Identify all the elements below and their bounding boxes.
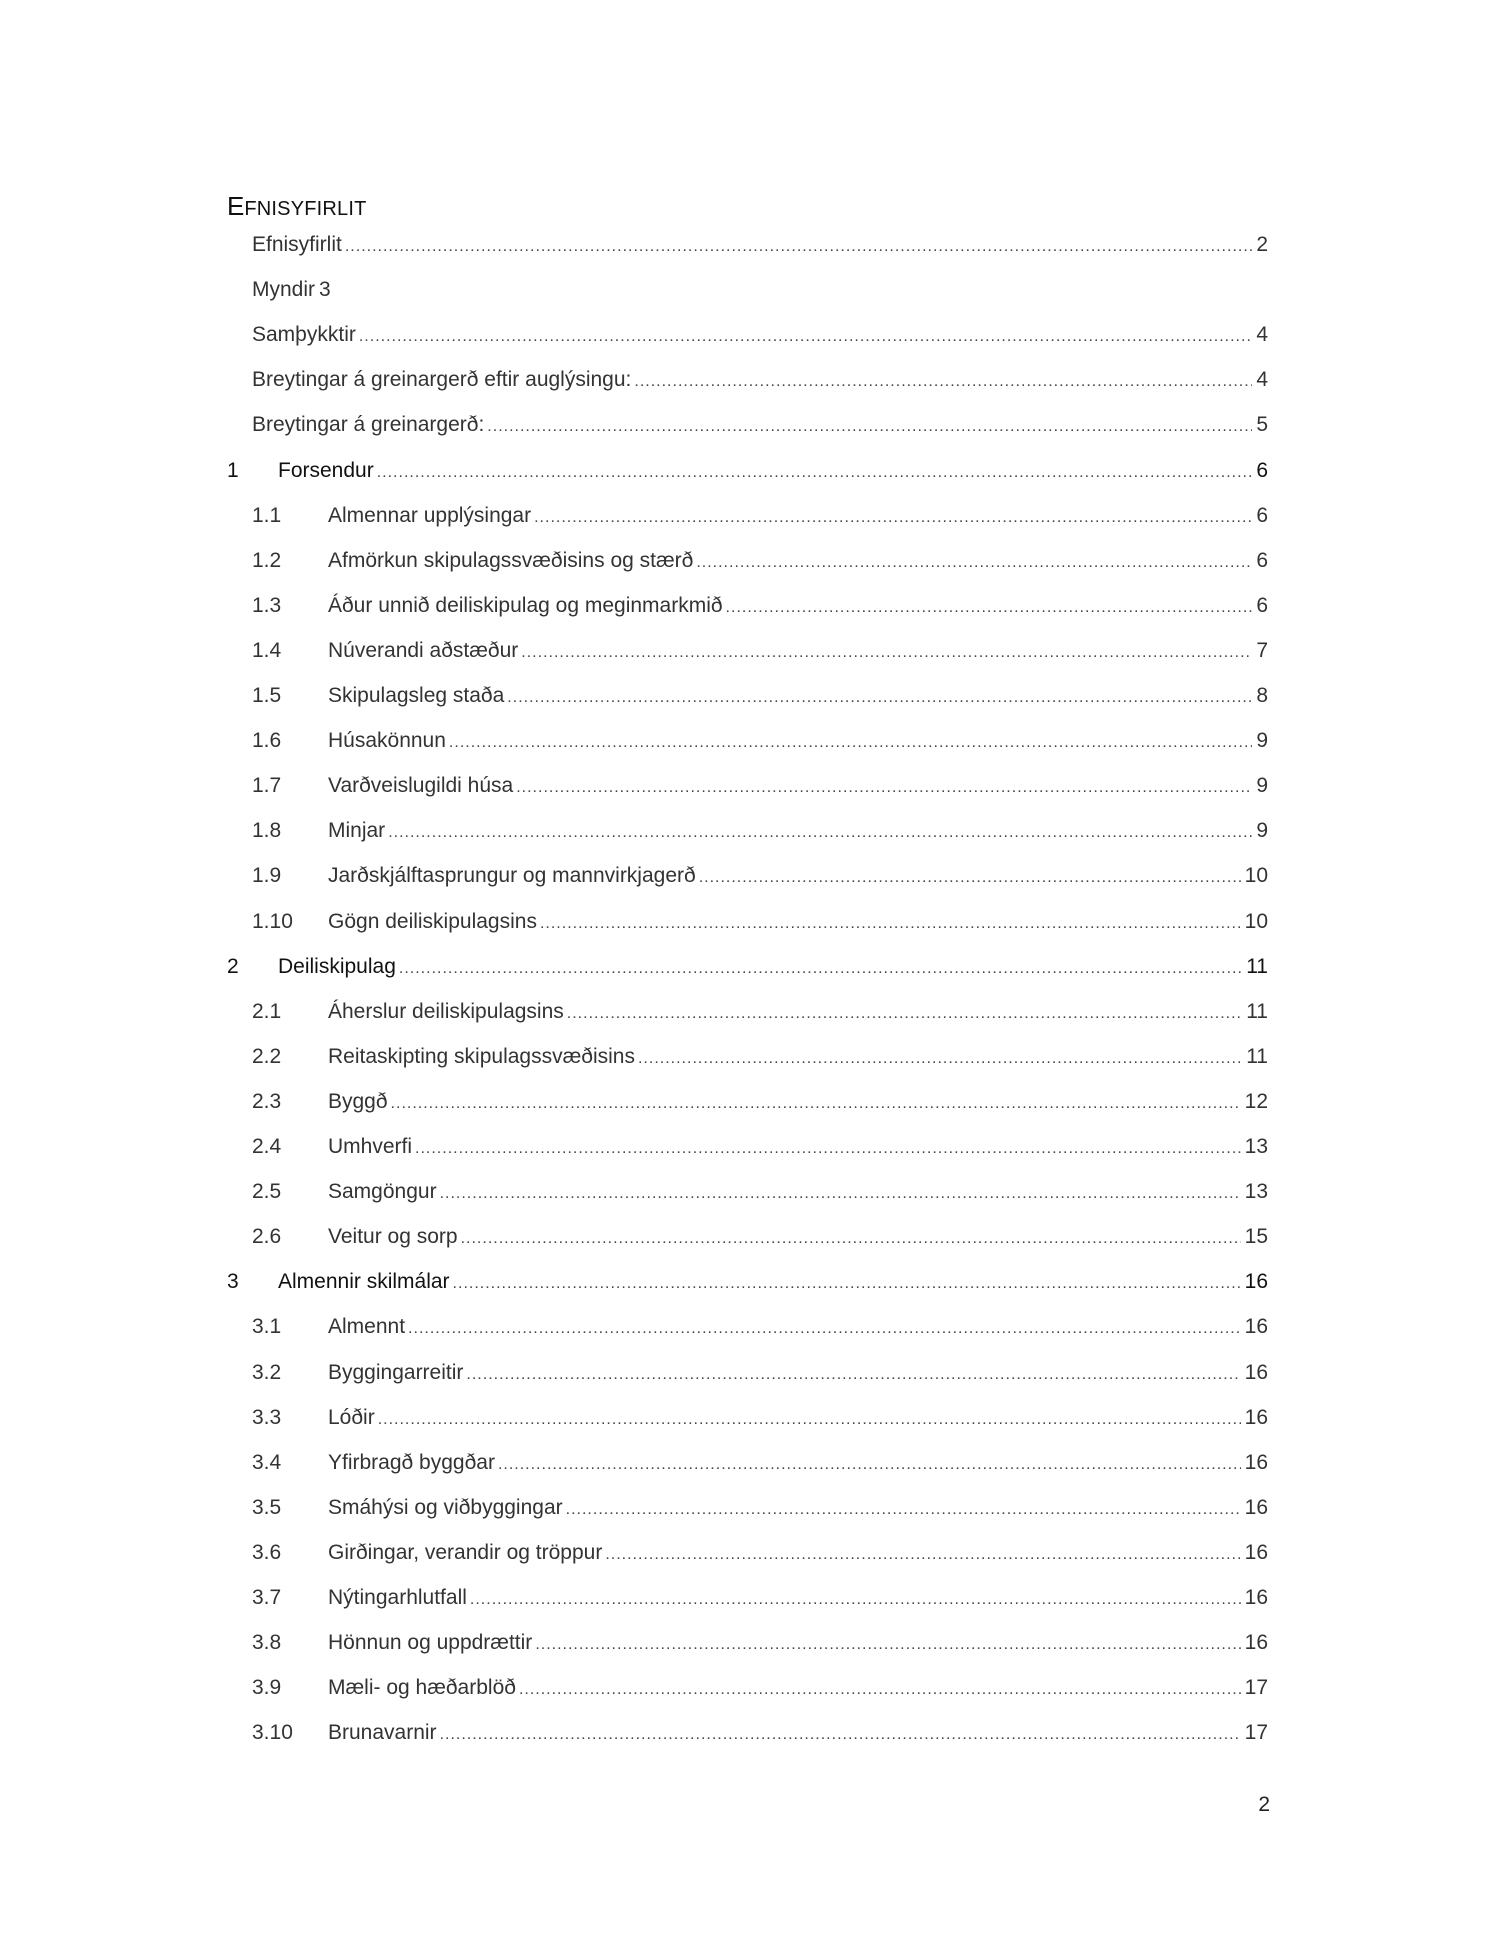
toc-entry-label: Umhverfi [328, 1135, 413, 1158]
toc-leader-dots [634, 367, 1252, 397]
toc-entry[interactable] [252, 1042, 1268, 1072]
toc-entry-page: 12 [1244, 1089, 1268, 1113]
toc-entry-number: 2.5 [252, 1180, 282, 1204]
toc-leader-dots [388, 818, 1252, 848]
toc-entry-label: Núverandi aðstæður [328, 638, 519, 662]
toc-entry[interactable] [252, 1448, 1268, 1478]
toc-entry[interactable] [252, 771, 1268, 801]
toc-leader-dots [440, 1179, 1241, 1209]
toc-entry[interactable] [252, 365, 1268, 395]
toc-entry-label: Gögn deiliskipulagsins [328, 909, 537, 933]
toc-entry[interactable] [252, 230, 1268, 260]
toc-entry-page: 16 [1244, 1450, 1268, 1474]
toc-entry-page: 10 [1244, 909, 1268, 933]
toc-entry[interactable] [227, 456, 1268, 486]
toc-entry-number: 1 [227, 458, 239, 482]
toc-entry-page: 8 [1256, 684, 1268, 707]
toc-entry-number: 3.2 [252, 1360, 282, 1384]
toc-entry[interactable] [252, 501, 1268, 531]
toc-entry-label: Samþykktir [252, 323, 356, 347]
toc-leader-dots [399, 954, 1242, 984]
toc-heading-initial: E [227, 191, 245, 221]
toc-entry-label: Efnisyfirlit [252, 233, 342, 256]
toc-entry-page: 16 [1244, 1360, 1268, 1384]
toc-entry-page: 6 [1256, 503, 1268, 527]
toc-entry[interactable] [252, 1673, 1268, 1703]
toc-entry-page: 11 [1246, 954, 1268, 978]
toc-entry[interactable] [252, 1493, 1268, 1523]
toc-entry-number: 2.2 [252, 1044, 282, 1068]
toc-entry-page: 5 [1256, 413, 1268, 437]
toc-entry-number: 3.6 [252, 1540, 282, 1564]
toc-entry-label: Byggð [328, 1089, 388, 1113]
toc-entry[interactable] [252, 636, 1268, 666]
toc-entry-page: 4 [1256, 368, 1268, 392]
toc-entry-number: 3.3 [252, 1405, 282, 1429]
toc-entry-page: 16 [1244, 1270, 1268, 1294]
toc-entry-label: Skipulagsleg staða [328, 684, 505, 707]
toc-entry[interactable] [252, 997, 1268, 1027]
toc-entry-page: 13 [1244, 1180, 1268, 1204]
toc-entry-number: 3.7 [252, 1586, 282, 1609]
toc-entry[interactable] [252, 1087, 1268, 1117]
toc-entry-number: 2.1 [252, 999, 282, 1023]
toc-entry-label: Húsakönnun [328, 729, 446, 753]
toc-entry[interactable] [252, 681, 1268, 711]
toc-entry-number: 3.1 [252, 1315, 282, 1339]
toc-leader-dots [696, 548, 1252, 578]
toc-entry-number: 1.6 [252, 729, 282, 753]
toc-entry-label: Varðveislugildi húsa [328, 774, 514, 798]
toc-entry[interactable] [252, 1358, 1268, 1388]
toc-entry-number: 1.5 [252, 684, 282, 707]
toc-leader-dots [726, 593, 1253, 623]
toc-leader-dots [567, 999, 1242, 1029]
toc-entry-page: 16 [1244, 1405, 1268, 1429]
toc-leader-dots [498, 1450, 1241, 1480]
toc-leader-dots [408, 1314, 1241, 1344]
toc-entry-page: 4 [1256, 323, 1268, 347]
toc-entry-label: Lóðir [328, 1405, 375, 1429]
toc-entry[interactable] [252, 1538, 1268, 1568]
toc-entry-page: 16 [1244, 1315, 1268, 1339]
toc-entry[interactable] [227, 952, 1268, 982]
toc-entry[interactable] [252, 320, 1268, 350]
toc-leader-dots [377, 458, 1253, 488]
toc-entry-number: 1.2 [252, 548, 282, 572]
toc-entry-number: 1.1 [252, 503, 282, 527]
toc-entry-page: 6 [1256, 548, 1268, 572]
toc-entry[interactable] [252, 861, 1268, 891]
page-number: 2 [1258, 1793, 1270, 1816]
toc-entry-label: Áður unnið deiliskipulag og meginmarkmið [328, 593, 723, 617]
toc-entry-label: Myndir [252, 278, 316, 302]
toc-entry-label: Yfirbragð byggðar [328, 1450, 495, 1474]
toc-entry-page: 7 [1256, 638, 1268, 662]
toc-entry[interactable] [252, 1628, 1268, 1658]
toc-entry-page: 9 [1256, 729, 1268, 753]
toc-entry-label: Áherslur deiliskipulagsins [328, 999, 564, 1023]
toc-entry-label: Brunavarnir [328, 1721, 437, 1745]
toc-entry[interactable] [252, 1583, 1268, 1613]
toc-entry-number: 3 [227, 1270, 239, 1294]
toc-leader-dots [449, 728, 1252, 758]
toc-entry-number: 2.3 [252, 1089, 282, 1113]
toc-entry-label: Jarðskjálftasprungur og mannvirkjagerð [328, 864, 696, 888]
toc-entry[interactable] [252, 591, 1268, 621]
toc-entry-page: 11 [1246, 999, 1268, 1023]
toc-entry[interactable] [227, 1267, 1268, 1297]
toc-entry[interactable] [252, 1718, 1268, 1748]
toc-entry-number: 2.6 [252, 1225, 282, 1249]
toc-entry[interactable] [252, 1403, 1268, 1433]
toc-entry-number: 1.4 [252, 638, 282, 662]
toc-leader-dots [470, 1585, 1241, 1615]
toc-heading [227, 191, 367, 222]
toc-entry-label: Veitur og sorp [328, 1225, 458, 1249]
toc-entry[interactable] [252, 1132, 1268, 1162]
toc-entry-label: Almennir skilmálar [278, 1270, 450, 1294]
toc-entry-page: 3 [319, 278, 331, 302]
toc-entry-number: 2 [227, 954, 239, 978]
toc-entry-page: 17 [1244, 1721, 1268, 1745]
toc-entry-page: 9 [1256, 819, 1268, 843]
toc-leader-dots [487, 412, 1252, 442]
toc-entry-number: 3.10 [252, 1721, 293, 1745]
toc-entry-label: Forsendur [278, 458, 374, 482]
toc-entry-number: 1.9 [252, 864, 282, 888]
toc-entry-page: 16 [1244, 1586, 1268, 1609]
toc-entry[interactable] [252, 816, 1268, 846]
toc-leader-dots [638, 1044, 1242, 1074]
toc-leader-dots [535, 1630, 1240, 1660]
toc-heading-rest: FNISYFIRLIT [244, 198, 367, 220]
toc-entry-page: 17 [1244, 1676, 1268, 1700]
toc-entry-label: Hönnun og uppdrættir [328, 1631, 533, 1655]
toc-entry-label: Almennt [328, 1315, 406, 1339]
toc-leader-dots [516, 773, 1252, 803]
toc-entry-label: Breytingar á greinargerð: [252, 413, 485, 437]
toc-entry-label: Minjar [328, 819, 386, 843]
toc-entry[interactable] [252, 275, 331, 305]
toc-leader-dots [519, 1675, 1241, 1705]
toc-leader-dots [378, 1405, 1241, 1435]
toc-entry-page: 16 [1244, 1495, 1268, 1519]
toc-leader-dots [345, 232, 1252, 262]
toc-entry[interactable] [252, 1312, 1268, 1342]
toc-leader-dots [461, 1224, 1241, 1254]
toc-entry-page: 11 [1246, 1044, 1268, 1068]
toc-entry-label: Deiliskipulag [278, 954, 396, 978]
toc-entry-page: 6 [1256, 593, 1268, 617]
toc-entry-number: 1.8 [252, 819, 282, 843]
toc-entry-page: 13 [1244, 1135, 1268, 1158]
toc-leader-dots [359, 322, 1252, 352]
toc-leader-dots [566, 1495, 1241, 1525]
toc-entry-page: 9 [1256, 774, 1268, 798]
toc-entry-page: 10 [1244, 864, 1268, 888]
toc-entry-number: 1.7 [252, 774, 282, 798]
toc-entry[interactable] [252, 546, 1268, 576]
toc-entry-label: Samgöngur [328, 1180, 437, 1204]
toc-entry[interactable] [252, 726, 1268, 756]
toc-entry-page: 16 [1244, 1540, 1268, 1564]
toc-entry-number: 3.9 [252, 1676, 282, 1700]
toc-entry-label: Byggingarreitir [328, 1360, 464, 1384]
toc-entry-label: Reitaskipting skipulagssvæðisins [328, 1044, 635, 1068]
toc-entry-number: 3.4 [252, 1450, 282, 1474]
toc-leader-dots [440, 1720, 1241, 1750]
toc-entry-number: 3.5 [252, 1495, 282, 1519]
toc-entry-label: Afmörkun skipulagssvæðisins og stærð [328, 548, 694, 572]
toc-entry-page: 2 [1256, 233, 1268, 256]
toc-entry-label: Almennar upplýsingar [328, 503, 532, 527]
toc-leader-dots [605, 1540, 1240, 1570]
toc-entry-label: Mæli- og hæðarblöð [328, 1676, 516, 1700]
toc-leader-dots [540, 909, 1241, 939]
toc-leader-dots [466, 1360, 1240, 1390]
toc-entry-label: Breytingar á greinargerð eftir auglýsingu: [252, 368, 632, 392]
toc-leader-dots [415, 1134, 1241, 1164]
toc-entry-number: 1.10 [252, 909, 293, 933]
toc-leader-dots [521, 638, 1252, 668]
toc-entry-label: Smáhýsi og viðbyggingar [328, 1495, 563, 1519]
toc-entry-page: 15 [1244, 1225, 1268, 1249]
toc-entry-page: 6 [1256, 458, 1268, 482]
toc-entry[interactable] [252, 410, 1268, 440]
toc-entry[interactable] [252, 907, 1268, 937]
toc-entry-number: 3.8 [252, 1631, 282, 1655]
toc-entry-page: 16 [1244, 1631, 1268, 1655]
toc-leader-dots [453, 1269, 1241, 1299]
toc-leader-dots [534, 503, 1252, 533]
toc-entry-number: 1.3 [252, 593, 282, 617]
toc-leader-dots [391, 1089, 1241, 1119]
toc-entry-label: Nýtingarhlutfall [328, 1586, 467, 1609]
toc-entry-label: Girðingar, verandir og tröppur [328, 1540, 603, 1564]
toc-entry[interactable] [252, 1222, 1268, 1252]
toc-leader-dots [507, 683, 1252, 713]
toc-entry-number: 2.4 [252, 1135, 282, 1158]
toc-leader-dots [699, 863, 1241, 893]
toc-entry[interactable] [252, 1177, 1268, 1207]
